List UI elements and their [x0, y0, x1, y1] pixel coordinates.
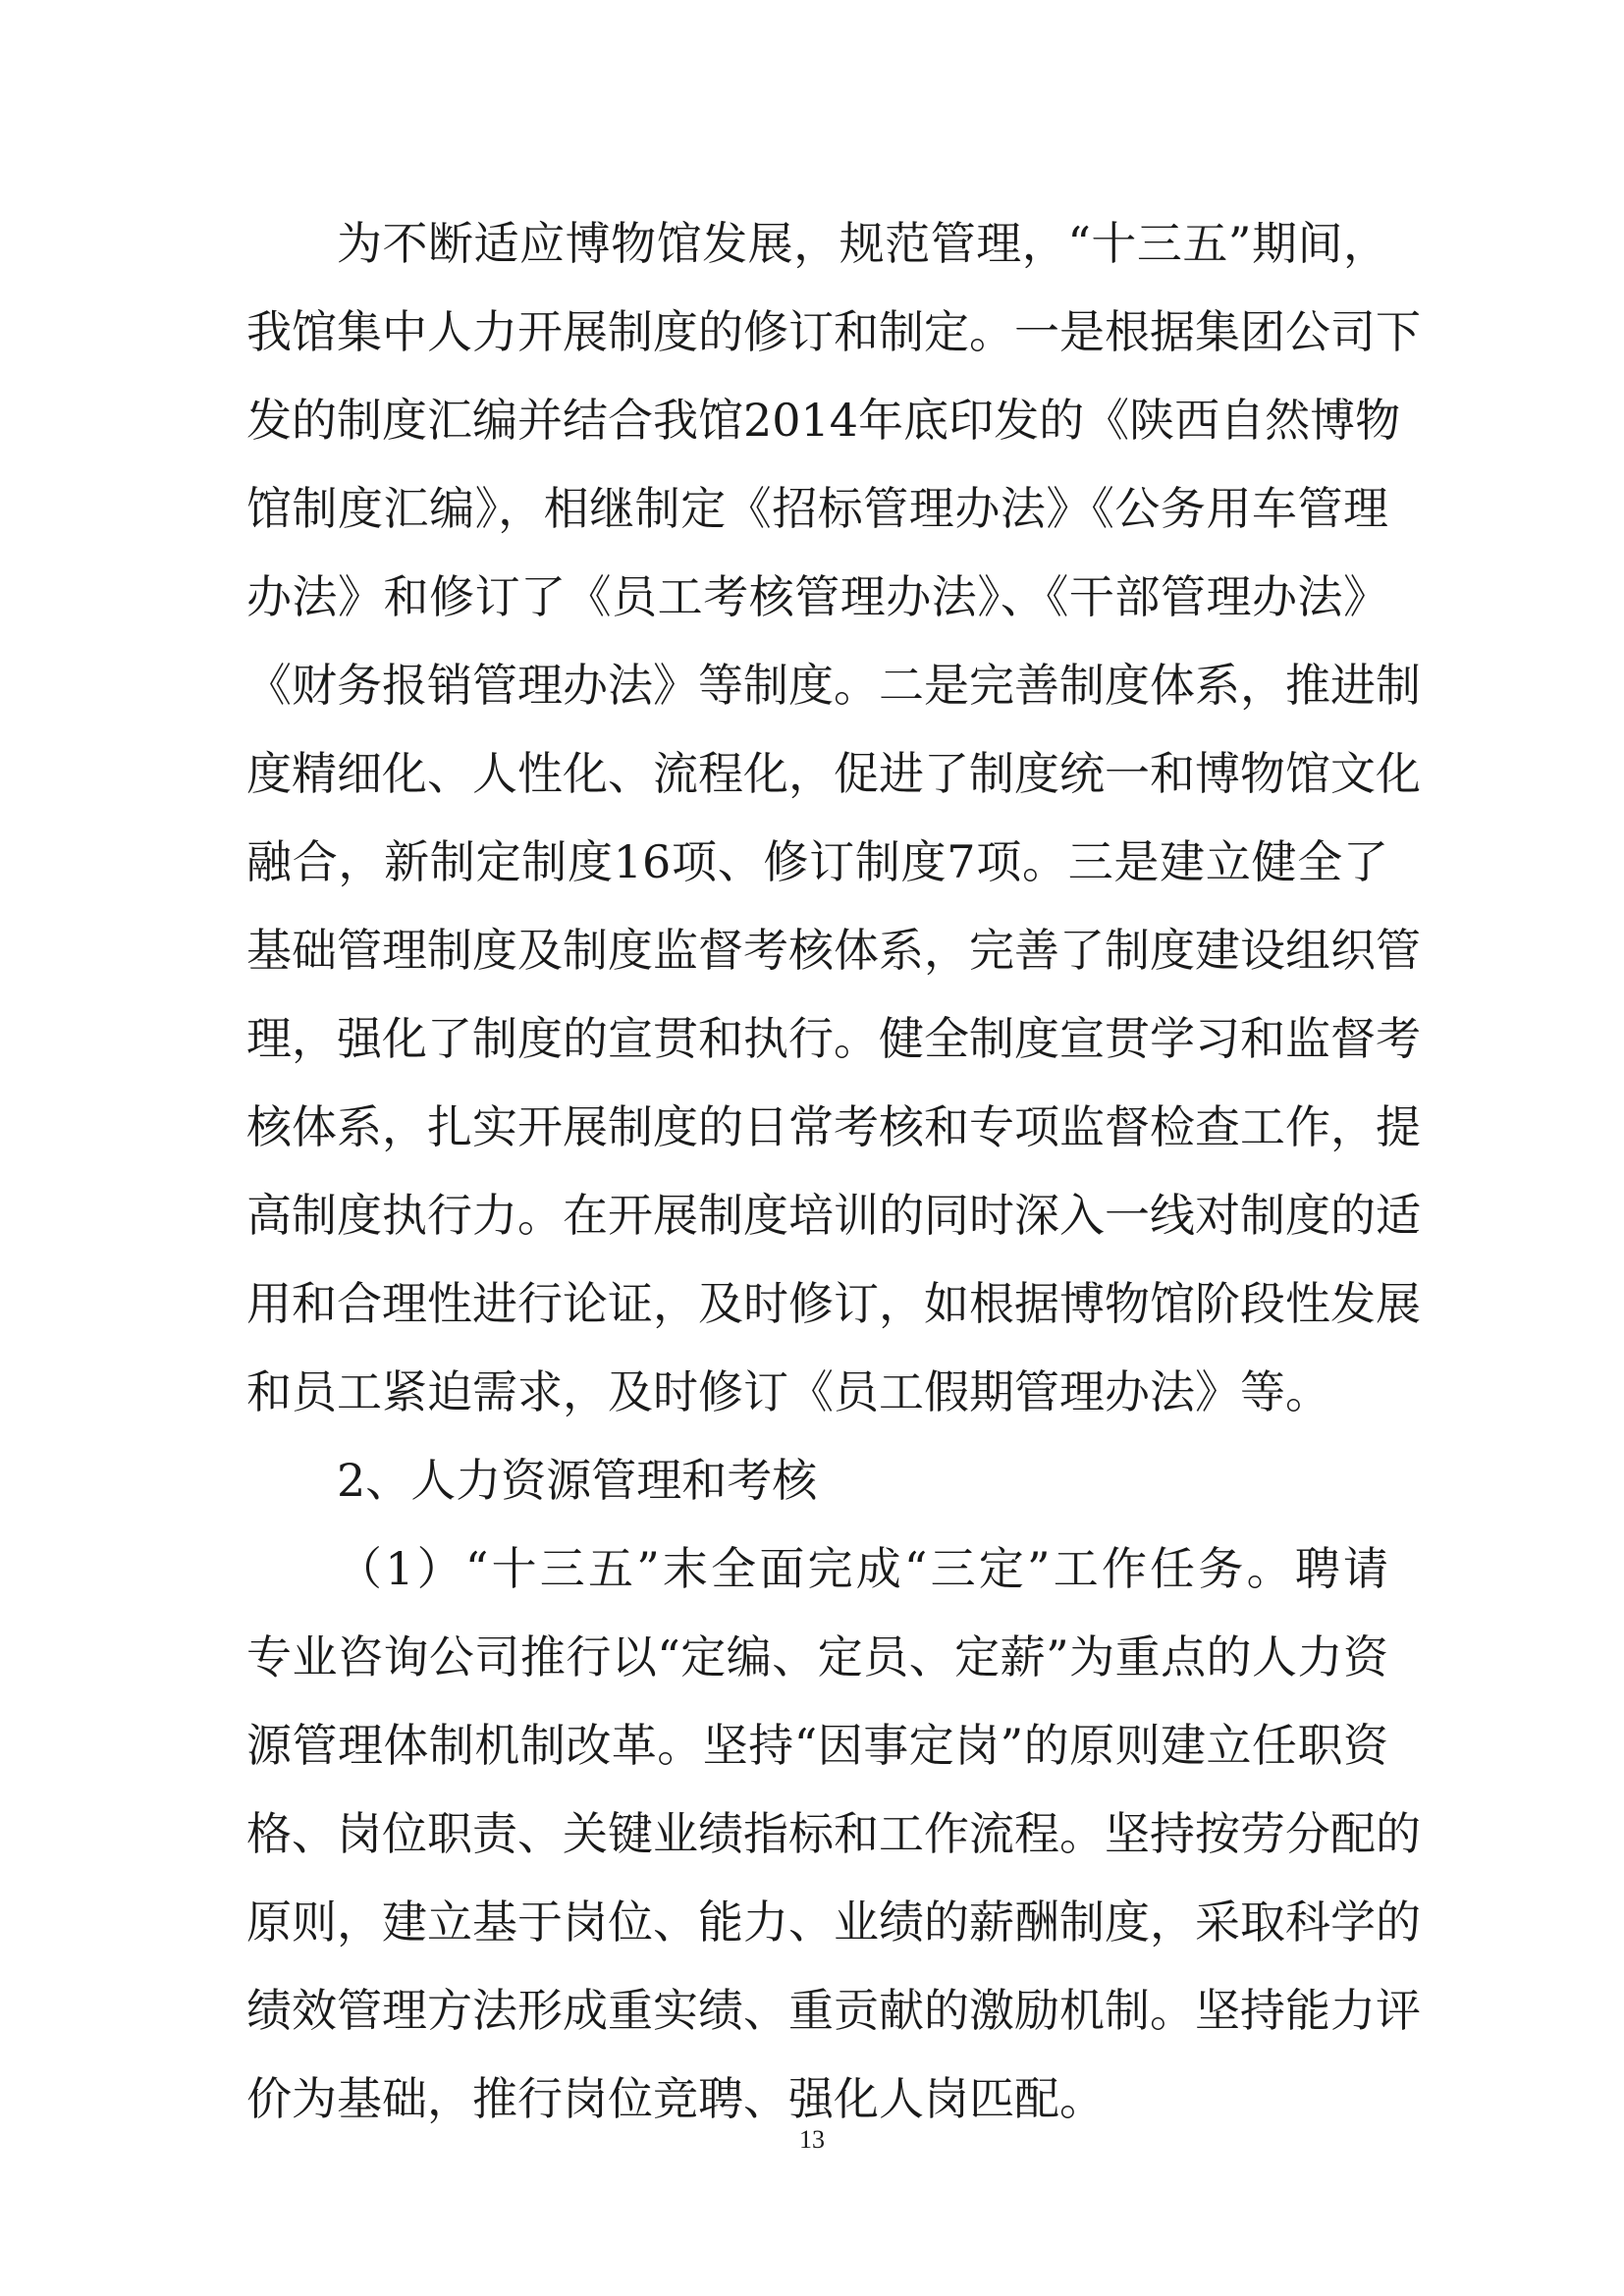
paragraph-1-line-8: 融合，新制定制度16项、修订制度7项。三是建立健全了	[246, 835, 1388, 888]
paragraph-1-line-12: 高制度执行力。在开展制度培训的同时深入一线对制度的适	[246, 1189, 1421, 1242]
paragraph-3-line-2: 专业咨询公司推行以“定编、定员、定薪”为重点的人力资	[246, 1630, 1388, 1683]
paragraph-1-line-6: 《财务报销管理办法》等制度。二是完善制度体系，推进制	[246, 659, 1421, 712]
paragraph-1-line-1: 为不断适应博物馆发展，规范管理，“十三五”期间，	[337, 217, 1388, 270]
page-number: 13	[799, 2125, 825, 2154]
paragraph-1-line-7: 度精细化、人性化、流程化，促进了制度统一和博物馆文化	[246, 747, 1421, 800]
paragraph-1-line-10: 理，强化了制度的宣贯和执行。健全制度宣贯学习和监督考	[246, 1012, 1421, 1065]
paragraph-3-line-4: 格、岗位职责、关键业绩指标和工作流程。坚持按劳分配的	[246, 1807, 1421, 1860]
section-heading: 2、人力资源管理和考核	[337, 1454, 818, 1507]
paragraph-1-line-13: 用和合理性进行论证，及时修订，如根据博物馆阶段性发展	[246, 1277, 1421, 1330]
paragraph-1-line-11: 核体系，扎实开展制度的日常考核和专项监督检查工作，提	[246, 1100, 1421, 1153]
paragraph-1-line-5: 办法》和修订了《员工考核管理办法》、《干部管理办法》	[246, 570, 1388, 623]
paragraph-1-line-14: 和员工紧迫需求，及时修订《员工假期管理办法》等。	[246, 1365, 1330, 1418]
paragraph-3-line-5: 原则，建立基于岗位、能力、业绩的薪酬制度，采取科学的	[246, 1896, 1421, 1949]
paragraph-3-line-6: 绩效管理方法形成重实绩、重贡献的激励机制。坚持能力评	[246, 1984, 1421, 2037]
paragraph-1-line-3: 发的制度汇编并结合我馆2014年底印发的《陕西自然博物	[246, 394, 1401, 447]
paragraph-1-line-4: 馆制度汇编》，相继制定《招标管理办法》《公务用车管理	[246, 482, 1388, 535]
paragraph-1-line-2: 我馆集中人力开展制度的修订和制定。一是根据集团公司下	[246, 305, 1421, 358]
paragraph-3-line-3: 源管理体制机制改革。坚持“因事定岗”的原则建立任职资	[246, 1719, 1388, 1772]
paragraph-3-line-7: 价为基础，推行岗位竞聘、强化人岗匹配。	[246, 2072, 1105, 2125]
paragraph-3-line-1: （1）“十三五”末全面完成“三定”工作任务。聘请	[337, 1542, 1388, 1595]
paragraph-1-line-9: 基础管理制度及制度监督考核体系，完善了制度建设组织管	[246, 924, 1421, 977]
